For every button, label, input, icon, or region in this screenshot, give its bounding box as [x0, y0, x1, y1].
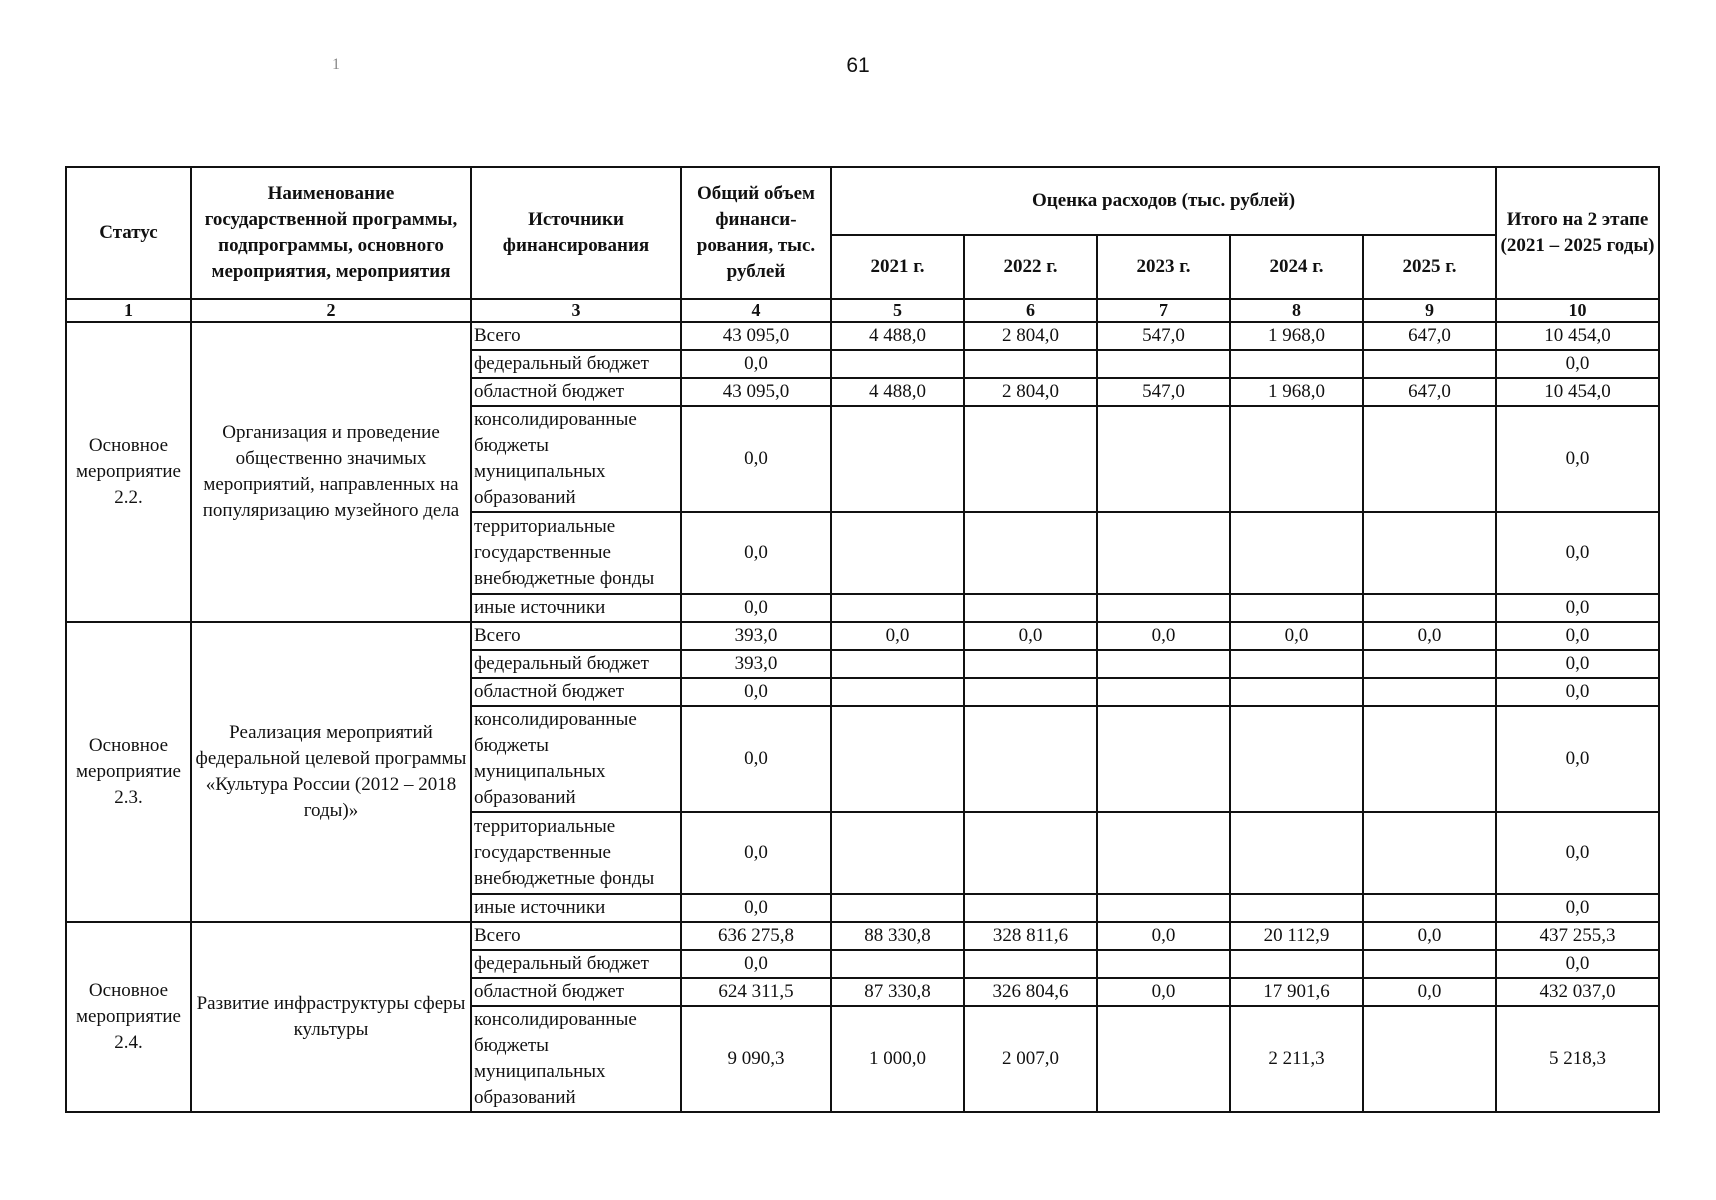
header-year: 2023 г.	[1097, 235, 1230, 299]
value-cell-total: 9 090,3	[681, 1006, 831, 1112]
source-cell: федеральный бюджет	[471, 350, 681, 378]
value-cell-y2023: 0,0	[1097, 922, 1230, 950]
value-cell-y2022	[964, 678, 1097, 706]
value-cell-y2022	[964, 812, 1097, 894]
value-cell-y2021: 88 330,8	[831, 922, 964, 950]
value-cell-y2022: 328 811,6	[964, 922, 1097, 950]
header-status: Статус	[66, 167, 191, 299]
value-cell-total: 624 311,5	[681, 978, 831, 1006]
value-cell-total: 0,0	[681, 706, 831, 812]
value-cell-y2021: 0,0	[831, 622, 964, 650]
column-number: 5	[831, 299, 964, 322]
value-cell-y2025	[1363, 894, 1496, 922]
value-cell-total: 0,0	[681, 512, 831, 594]
column-number: 7	[1097, 299, 1230, 322]
value-cell-stage: 10 454,0	[1496, 322, 1659, 350]
value-cell-y2024: 1 968,0	[1230, 378, 1363, 406]
value-cell-y2025	[1363, 406, 1496, 512]
header-sources: Источники финансирования	[471, 167, 681, 299]
measure-name-cell: Развитие инфраструктуры сферы культуры	[191, 922, 471, 1112]
source-cell: иные источники	[471, 894, 681, 922]
header-year: 2024 г.	[1230, 235, 1363, 299]
value-cell-y2021	[831, 512, 964, 594]
column-number: 2	[191, 299, 471, 322]
value-cell-y2024	[1230, 894, 1363, 922]
value-cell-y2021	[831, 706, 964, 812]
value-cell-y2023	[1097, 594, 1230, 622]
value-cell-y2021	[831, 950, 964, 978]
value-cell-y2021: 87 330,8	[831, 978, 964, 1006]
value-cell-total: 636 275,8	[681, 922, 831, 950]
value-cell-y2023: 0,0	[1097, 978, 1230, 1006]
value-cell-y2021	[831, 594, 964, 622]
value-cell-stage: 0,0	[1496, 350, 1659, 378]
source-cell: территориальные государственные внебюджетные фонды	[471, 512, 681, 594]
value-cell-y2021	[831, 894, 964, 922]
value-cell-stage: 5 218,3	[1496, 1006, 1659, 1112]
header-total-stage: Итого на 2 этапе (2021 – 2025 годы)	[1496, 167, 1659, 299]
value-cell-y2021	[831, 678, 964, 706]
value-cell-stage: 0,0	[1496, 406, 1659, 512]
value-cell-y2025	[1363, 594, 1496, 622]
value-cell-y2024	[1230, 678, 1363, 706]
value-cell-y2022	[964, 594, 1097, 622]
source-cell: иные источники	[471, 594, 681, 622]
value-cell-y2024: 0,0	[1230, 622, 1363, 650]
source-cell: областной бюджет	[471, 378, 681, 406]
value-cell-y2022: 2 804,0	[964, 378, 1097, 406]
value-cell-y2023: 0,0	[1097, 622, 1230, 650]
value-cell-y2023	[1097, 350, 1230, 378]
value-cell-stage: 437 255,3	[1496, 922, 1659, 950]
header-year: 2025 г.	[1363, 235, 1496, 299]
status-cell: Основное мероприятие 2.2.	[66, 322, 191, 622]
value-cell-y2024	[1230, 350, 1363, 378]
source-cell: территориальные государственные внебюджетные фонды	[471, 812, 681, 894]
value-cell-y2023	[1097, 650, 1230, 678]
value-cell-total: 0,0	[681, 594, 831, 622]
value-cell-y2025	[1363, 650, 1496, 678]
source-cell: областной бюджет	[471, 978, 681, 1006]
column-number: 9	[1363, 299, 1496, 322]
value-cell-stage: 0,0	[1496, 650, 1659, 678]
value-cell-total: 0,0	[681, 406, 831, 512]
source-cell: консолидированные бюджеты муниципальных образований	[471, 406, 681, 512]
value-cell-y2024: 2 211,3	[1230, 1006, 1363, 1112]
column-number: 6	[964, 299, 1097, 322]
value-cell-y2023	[1097, 512, 1230, 594]
value-cell-stage: 0,0	[1496, 594, 1659, 622]
corner-mark: 1	[332, 56, 340, 73]
value-cell-total: 0,0	[681, 678, 831, 706]
value-cell-y2021	[831, 406, 964, 512]
column-number: 8	[1230, 299, 1363, 322]
value-cell-stage: 0,0	[1496, 950, 1659, 978]
value-cell-y2021: 4 488,0	[831, 322, 964, 350]
value-cell-y2023	[1097, 812, 1230, 894]
value-cell-y2023	[1097, 950, 1230, 978]
value-cell-y2024	[1230, 512, 1363, 594]
header-year: 2022 г.	[964, 235, 1097, 299]
value-cell-y2023: 547,0	[1097, 322, 1230, 350]
value-cell-y2023: 547,0	[1097, 378, 1230, 406]
measure-name-cell: Организация и проведение общественно значимых мероприятий, направленных на популяризацию музейного дела	[191, 322, 471, 622]
value-cell-y2025: 647,0	[1363, 322, 1496, 350]
value-cell-y2025: 0,0	[1363, 622, 1496, 650]
value-cell-stage: 432 037,0	[1496, 978, 1659, 1006]
value-cell-y2022: 326 804,6	[964, 978, 1097, 1006]
table-row	[66, 322, 1659, 350]
value-cell-y2025	[1363, 950, 1496, 978]
value-cell-y2025: 647,0	[1363, 378, 1496, 406]
value-cell-y2022	[964, 512, 1097, 594]
value-cell-y2021	[831, 350, 964, 378]
status-cell: Основное мероприятие 2.4.	[66, 922, 191, 1112]
value-cell-total: 43 095,0	[681, 322, 831, 350]
value-cell-y2025	[1363, 512, 1496, 594]
value-cell-y2023	[1097, 706, 1230, 812]
value-cell-y2024	[1230, 406, 1363, 512]
table-row	[66, 922, 1659, 950]
source-cell: Всего	[471, 622, 681, 650]
value-cell-stage: 0,0	[1496, 894, 1659, 922]
page-number: 61	[846, 54, 870, 77]
source-cell: Всего	[471, 922, 681, 950]
value-cell-y2024	[1230, 706, 1363, 812]
value-cell-total: 393,0	[681, 622, 831, 650]
value-cell-y2022	[964, 894, 1097, 922]
column-number: 10	[1496, 299, 1659, 322]
value-cell-y2024	[1230, 812, 1363, 894]
header-name: Наименование государственной программы, подпрограммы, основного мероприятия, мероприятия	[191, 167, 471, 299]
value-cell-y2025	[1363, 706, 1496, 812]
value-cell-y2022	[964, 406, 1097, 512]
value-cell-y2022	[964, 950, 1097, 978]
value-cell-stage: 0,0	[1496, 706, 1659, 812]
column-number: 4	[681, 299, 831, 322]
source-cell: консолидированные бюджеты муниципальных образований	[471, 706, 681, 812]
table-row	[66, 622, 1659, 650]
value-cell-y2021: 4 488,0	[831, 378, 964, 406]
source-cell: областной бюджет	[471, 678, 681, 706]
value-cell-y2025	[1363, 812, 1496, 894]
value-cell-y2024: 17 901,6	[1230, 978, 1363, 1006]
financing-table	[65, 166, 1660, 1113]
value-cell-stage: 0,0	[1496, 812, 1659, 894]
value-cell-y2023	[1097, 1006, 1230, 1112]
column-number: 3	[471, 299, 681, 322]
value-cell-stage: 0,0	[1496, 512, 1659, 594]
source-cell: консолидированные бюджеты муниципальных образований	[471, 1006, 681, 1112]
value-cell-stage: 0,0	[1496, 678, 1659, 706]
value-cell-y2024	[1230, 950, 1363, 978]
value-cell-y2025: 0,0	[1363, 978, 1496, 1006]
status-cell: Основное мероприятие 2.3.	[66, 622, 191, 922]
value-cell-y2022	[964, 350, 1097, 378]
value-cell-y2025	[1363, 1006, 1496, 1112]
value-cell-total: 43 095,0	[681, 378, 831, 406]
value-cell-y2022	[964, 706, 1097, 812]
table-body	[66, 322, 1659, 1112]
column-number: 1	[66, 299, 191, 322]
header-year: 2021 г.	[831, 235, 964, 299]
value-cell-y2023	[1097, 894, 1230, 922]
value-cell-total: 0,0	[681, 812, 831, 894]
value-cell-y2021	[831, 812, 964, 894]
measure-name-cell: Реализация мероприятий федеральной целевой программы «Культура России (2012 – 2018 годы)»	[191, 622, 471, 922]
value-cell-y2021	[831, 650, 964, 678]
value-cell-stage: 10 454,0	[1496, 378, 1659, 406]
header-estimate: Оценка расходов (тыс. рублей)	[831, 167, 1496, 235]
value-cell-y2024	[1230, 594, 1363, 622]
value-cell-y2024: 1 968,0	[1230, 322, 1363, 350]
header-total-volume: Общий объем финанси-рования, тыс. рублей	[681, 167, 831, 299]
source-cell: федеральный бюджет	[471, 650, 681, 678]
value-cell-y2022	[964, 650, 1097, 678]
value-cell-y2025: 0,0	[1363, 922, 1496, 950]
column-number-row	[66, 299, 1659, 322]
value-cell-y2024: 20 112,9	[1230, 922, 1363, 950]
source-cell: Всего	[471, 322, 681, 350]
value-cell-total: 0,0	[681, 350, 831, 378]
value-cell-y2021: 1 000,0	[831, 1006, 964, 1112]
value-cell-y2022: 0,0	[964, 622, 1097, 650]
value-cell-y2024	[1230, 650, 1363, 678]
value-cell-y2025	[1363, 678, 1496, 706]
value-cell-y2022: 2 804,0	[964, 322, 1097, 350]
value-cell-y2022: 2 007,0	[964, 1006, 1097, 1112]
value-cell-total: 0,0	[681, 950, 831, 978]
value-cell-y2023	[1097, 678, 1230, 706]
value-cell-y2025	[1363, 350, 1496, 378]
value-cell-y2023	[1097, 406, 1230, 512]
value-cell-stage: 0,0	[1496, 622, 1659, 650]
source-cell: федеральный бюджет	[471, 950, 681, 978]
value-cell-total: 0,0	[681, 894, 831, 922]
value-cell-total: 393,0	[681, 650, 831, 678]
